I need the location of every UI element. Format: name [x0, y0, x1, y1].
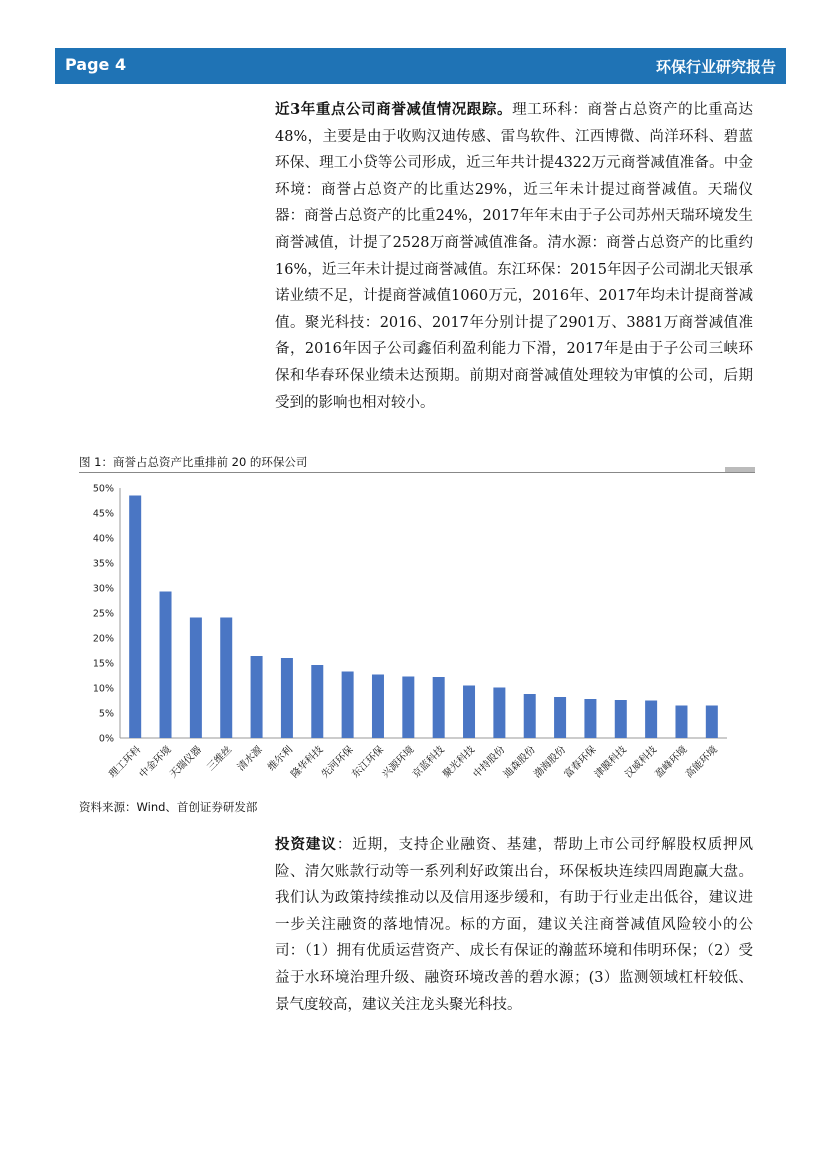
bar — [220, 618, 232, 739]
y-tick-label: 20% — [92, 633, 114, 645]
paragraph-body: 理工环科：商誉占总资产的比重高达48%，主要是由于收购汉迪传感、雷鸟软件、江西博微、尚洋环科、碧蓝环保、理工小贷等公司形成，近三年共计提4322万元商誉减值准备。中金环境：商誉占总资产的比重达29%，近三年未计提过商誉减值。天瑞仪器：商誉占总资产的比重24%，2017年年末由于子公司苏州天瑞环境发生商誉减值，计提了2528万商誉减值准备。清水源：商誉占总资产的比重约16%，近三年未计提过商誉减值。东江环保：2015年因子公司湖北天银承诺业绩不足，计提商誉减值1060万元，2016年、2017年均未计提商誉减值。聚光科技：2016、2017年分别计提了2901万、3881万商誉减值准备，2016年因子公司鑫佰利盈利能力下滑，2017年是由于子公司三峡环保和华春环保业绩未达预期。前期对商誉减值处理较为审慎的公司，后期受到的影响也相对较小。 — [275, 102, 753, 411]
bar — [645, 701, 657, 739]
x-tick-label: 理工环科 — [107, 744, 144, 781]
x-tick-label: 迪森股份 — [501, 744, 538, 781]
y-tick-label: 10% — [92, 683, 114, 695]
bar — [251, 656, 263, 738]
bar — [402, 677, 414, 739]
bar — [160, 592, 172, 739]
bar — [129, 496, 141, 739]
y-tick-label: 5% — [98, 708, 114, 720]
paragraph-investment-advice — [275, 832, 753, 1018]
x-tick-label: 先河环保 — [319, 744, 356, 781]
divider-accent — [725, 467, 755, 472]
x-tick-label: 东江环保 — [350, 744, 387, 781]
report-title: 环保行业研究报告 — [655, 58, 776, 76]
x-tick-label: 中金环境 — [137, 744, 174, 781]
x-tick-label: 兴源环境 — [380, 744, 417, 781]
bar — [493, 688, 505, 739]
bar — [190, 618, 202, 739]
bar — [281, 658, 293, 738]
y-tick-label: 50% — [92, 483, 114, 495]
x-tick-label: 聚光科技 — [441, 744, 478, 781]
figure-source: 资料来源：Wind、首创证券研发部 — [79, 800, 258, 814]
x-tick-label: 隆华科技 — [289, 744, 326, 781]
y-tick-label: 15% — [92, 658, 114, 670]
x-tick-label: 中持股份 — [471, 744, 508, 781]
y-tick-label: 0% — [98, 733, 114, 745]
x-tick-label: 天瑞仪器 — [167, 744, 204, 781]
bar — [706, 706, 718, 739]
bar — [311, 665, 323, 738]
paragraph-goodwill-tracking — [275, 97, 753, 416]
bar — [675, 706, 687, 739]
x-tick-label: 富春环保 — [562, 744, 599, 781]
figure-divider — [79, 472, 755, 473]
y-tick-label: 30% — [92, 583, 114, 595]
bar — [372, 675, 384, 739]
y-tick-label: 45% — [92, 508, 114, 520]
x-tick-label: 清水源 — [235, 744, 265, 774]
y-tick-label: 40% — [92, 533, 114, 545]
figure-caption: 图 1：商誉占总资产比重排前 20 的环保公司 — [79, 455, 308, 469]
x-tick-label: 津膜科技 — [592, 744, 629, 781]
bar — [584, 699, 596, 738]
paragraph-lead: 近3年重点公司商誉减值情况跟踪。 — [275, 101, 513, 118]
bar — [524, 694, 536, 738]
paragraph-lead: 投资建议 — [275, 836, 337, 853]
x-tick-label: 盈峰环境 — [653, 744, 690, 781]
page-header-bar — [55, 48, 786, 84]
x-tick-label: 三维丝 — [205, 744, 235, 774]
x-tick-label: 高能环境 — [683, 744, 720, 781]
bar — [433, 677, 445, 738]
x-tick-label: 京蓝科技 — [410, 744, 447, 781]
y-tick-label: 35% — [92, 558, 114, 570]
paragraph-body: ：近期，支持企业融资、基建，帮助上市公司纾解股权质押风险、清欠账款行动等一系列利好政策出台，环保板块连续四周跑赢大盘。我们认为政策持续推动以及信用逐步缓和，有助于行业走出低谷，建议进一步关注融资的落地情况。标的方面，建议关注商誉减值风险较小的公司：（1）拥有优质运营资产、成长有保证的瀚蓝环境和伟明环保；（2）受益于水环境治理升级、融资环境改善的碧水源；(3）监测领域杠杆较低、景气度较高，建议关注龙头聚光科技。 — [275, 837, 754, 1013]
bar — [615, 700, 627, 738]
x-tick-label: 渤海股份 — [532, 744, 569, 781]
bar-chart — [79, 478, 739, 796]
y-tick-label: 25% — [92, 608, 114, 620]
bar — [463, 686, 475, 739]
x-tick-label: 汉威科技 — [623, 744, 660, 781]
bar — [342, 672, 354, 739]
bar — [554, 697, 566, 738]
x-tick-label: 维尔利 — [266, 744, 296, 774]
page-number: Page 4 — [65, 55, 127, 74]
